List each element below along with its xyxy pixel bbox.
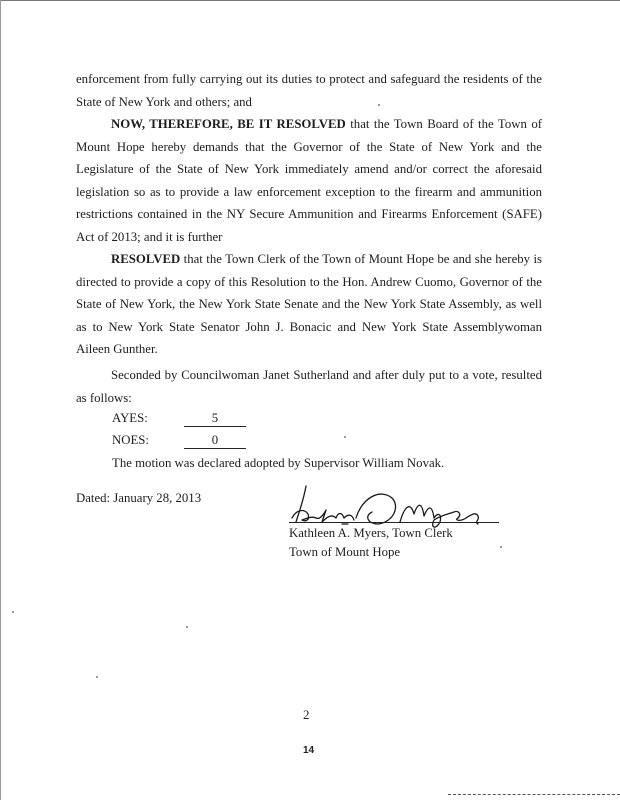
scan-speck	[186, 626, 188, 628]
signer-name: Kathleen A. Myers, Town Clerk	[289, 526, 453, 540]
paragraph-resolved	[76, 248, 542, 361]
noes-value: 0	[184, 433, 246, 449]
signer-organization: Town of Mount Hope	[289, 545, 401, 559]
page-number: 2	[303, 707, 310, 722]
scan-speck	[378, 104, 380, 106]
dated-line: Dated: January 28, 2013	[76, 491, 202, 505]
scan-speck	[12, 611, 14, 613]
signature-block	[289, 524, 453, 562]
now-therefore-heading: NOW, THEREFORE, BE IT RESOLVED	[111, 117, 346, 131]
scan-edge-top	[0, 0, 620, 1]
signature-line	[289, 522, 499, 523]
ayes-value: 5	[184, 411, 246, 427]
paragraph-seconded: Seconded by Councilwoman Janet Sutherland and after duly put to a vote, resulted as follows:	[76, 368, 542, 405]
scan-edge-bottom	[448, 794, 620, 795]
now-therefore-text: that the Town Board of the Town of Mount Hope hereby demands that the Governor of the State of New York and the Legislature of the State of New York immediately amend and/or correct the aforesaid legislation so as to provide a law enforcement exception to the firearm and ammunition restrictions contained in the NY Secure Ammunition and Firearms Enforcement (SAFE) Act of 2013; and it is further	[76, 117, 542, 244]
scan-speck	[344, 436, 346, 438]
scan-speck	[500, 546, 502, 548]
stamp-page-number: 14	[303, 745, 315, 756]
motion-statement: The motion was declared adopted by Supervisor William Novak.	[112, 456, 445, 470]
resolved-heading: RESOLVED	[111, 252, 181, 266]
paragraph-now-therefore	[76, 113, 542, 248]
resolved-text: that the Town Clerk of the Town of Mount Hope be and she hereby is directed to provide a copy of this Resolution to the Hon. Andrew Cuomo, Governor of the State of New York, the New York State Senate and the New York State Assembly, as well as to New York State Senator John J. Bonacic and New York State Assemblywoman Aileen Gunther.	[76, 252, 542, 356]
ayes-label: AYES:	[112, 411, 148, 425]
paragraph-enforcement: enforcement from fully carrying out its duties to protect and safeguard the residents of the State of New York and others; and	[76, 72, 542, 109]
noes-label: NOES:	[112, 433, 149, 447]
scan-edge-left	[0, 0, 1, 800]
scan-speck	[96, 676, 98, 678]
